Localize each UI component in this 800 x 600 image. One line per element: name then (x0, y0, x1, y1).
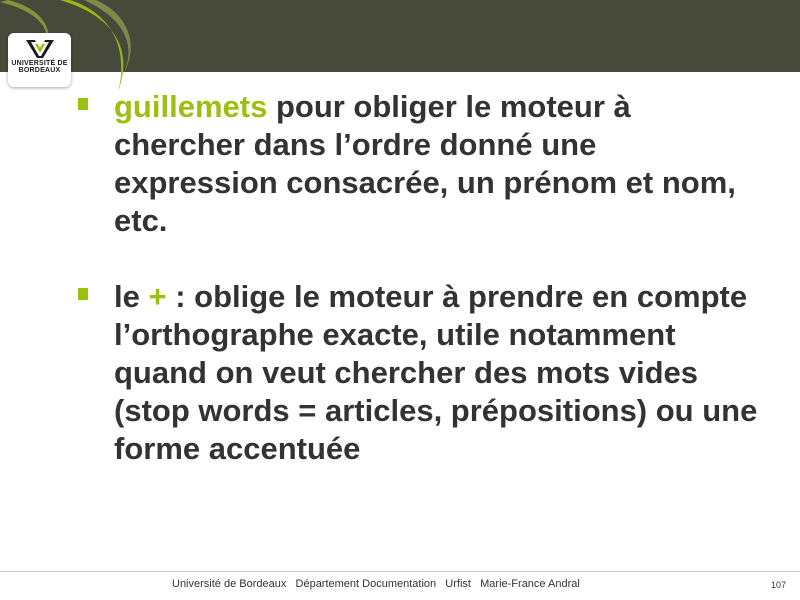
logo-text-line1: UNIVERSITÉ DE (11, 60, 68, 67)
footer-credits: Université de Bordeaux Département Documentation Urfist Marie-France Andral (172, 578, 580, 590)
footer-divider (0, 571, 800, 572)
bullet-text: : oblige le moteur à prendre en compte l’orthographe exacte, utile notamment quand on veut chercher des mots vides (stop words = articles, prépositions) ou une forme accentuée (114, 279, 758, 466)
bullet-prefix: le (114, 279, 149, 314)
logo-text-line2: BORDEAUX (18, 67, 61, 74)
bullet-square-icon (78, 288, 88, 300)
bullet-text: pour obliger le moteur à chercher dans l’ordre donné une expression consacrée, un prénom et nom, etc. (114, 89, 736, 238)
bullet-square-icon (78, 98, 88, 110)
page-number: 107 (770, 580, 786, 590)
university-emblem-icon (23, 38, 57, 60)
decorative-swoosh (0, 0, 800, 100)
university-logo (8, 33, 71, 87)
bullet-highlight: guillemets (114, 89, 268, 124)
slide-content (78, 88, 758, 468)
bullet-highlight: + (148, 279, 167, 314)
bullet-item (78, 278, 758, 468)
bullet-item (78, 88, 758, 240)
